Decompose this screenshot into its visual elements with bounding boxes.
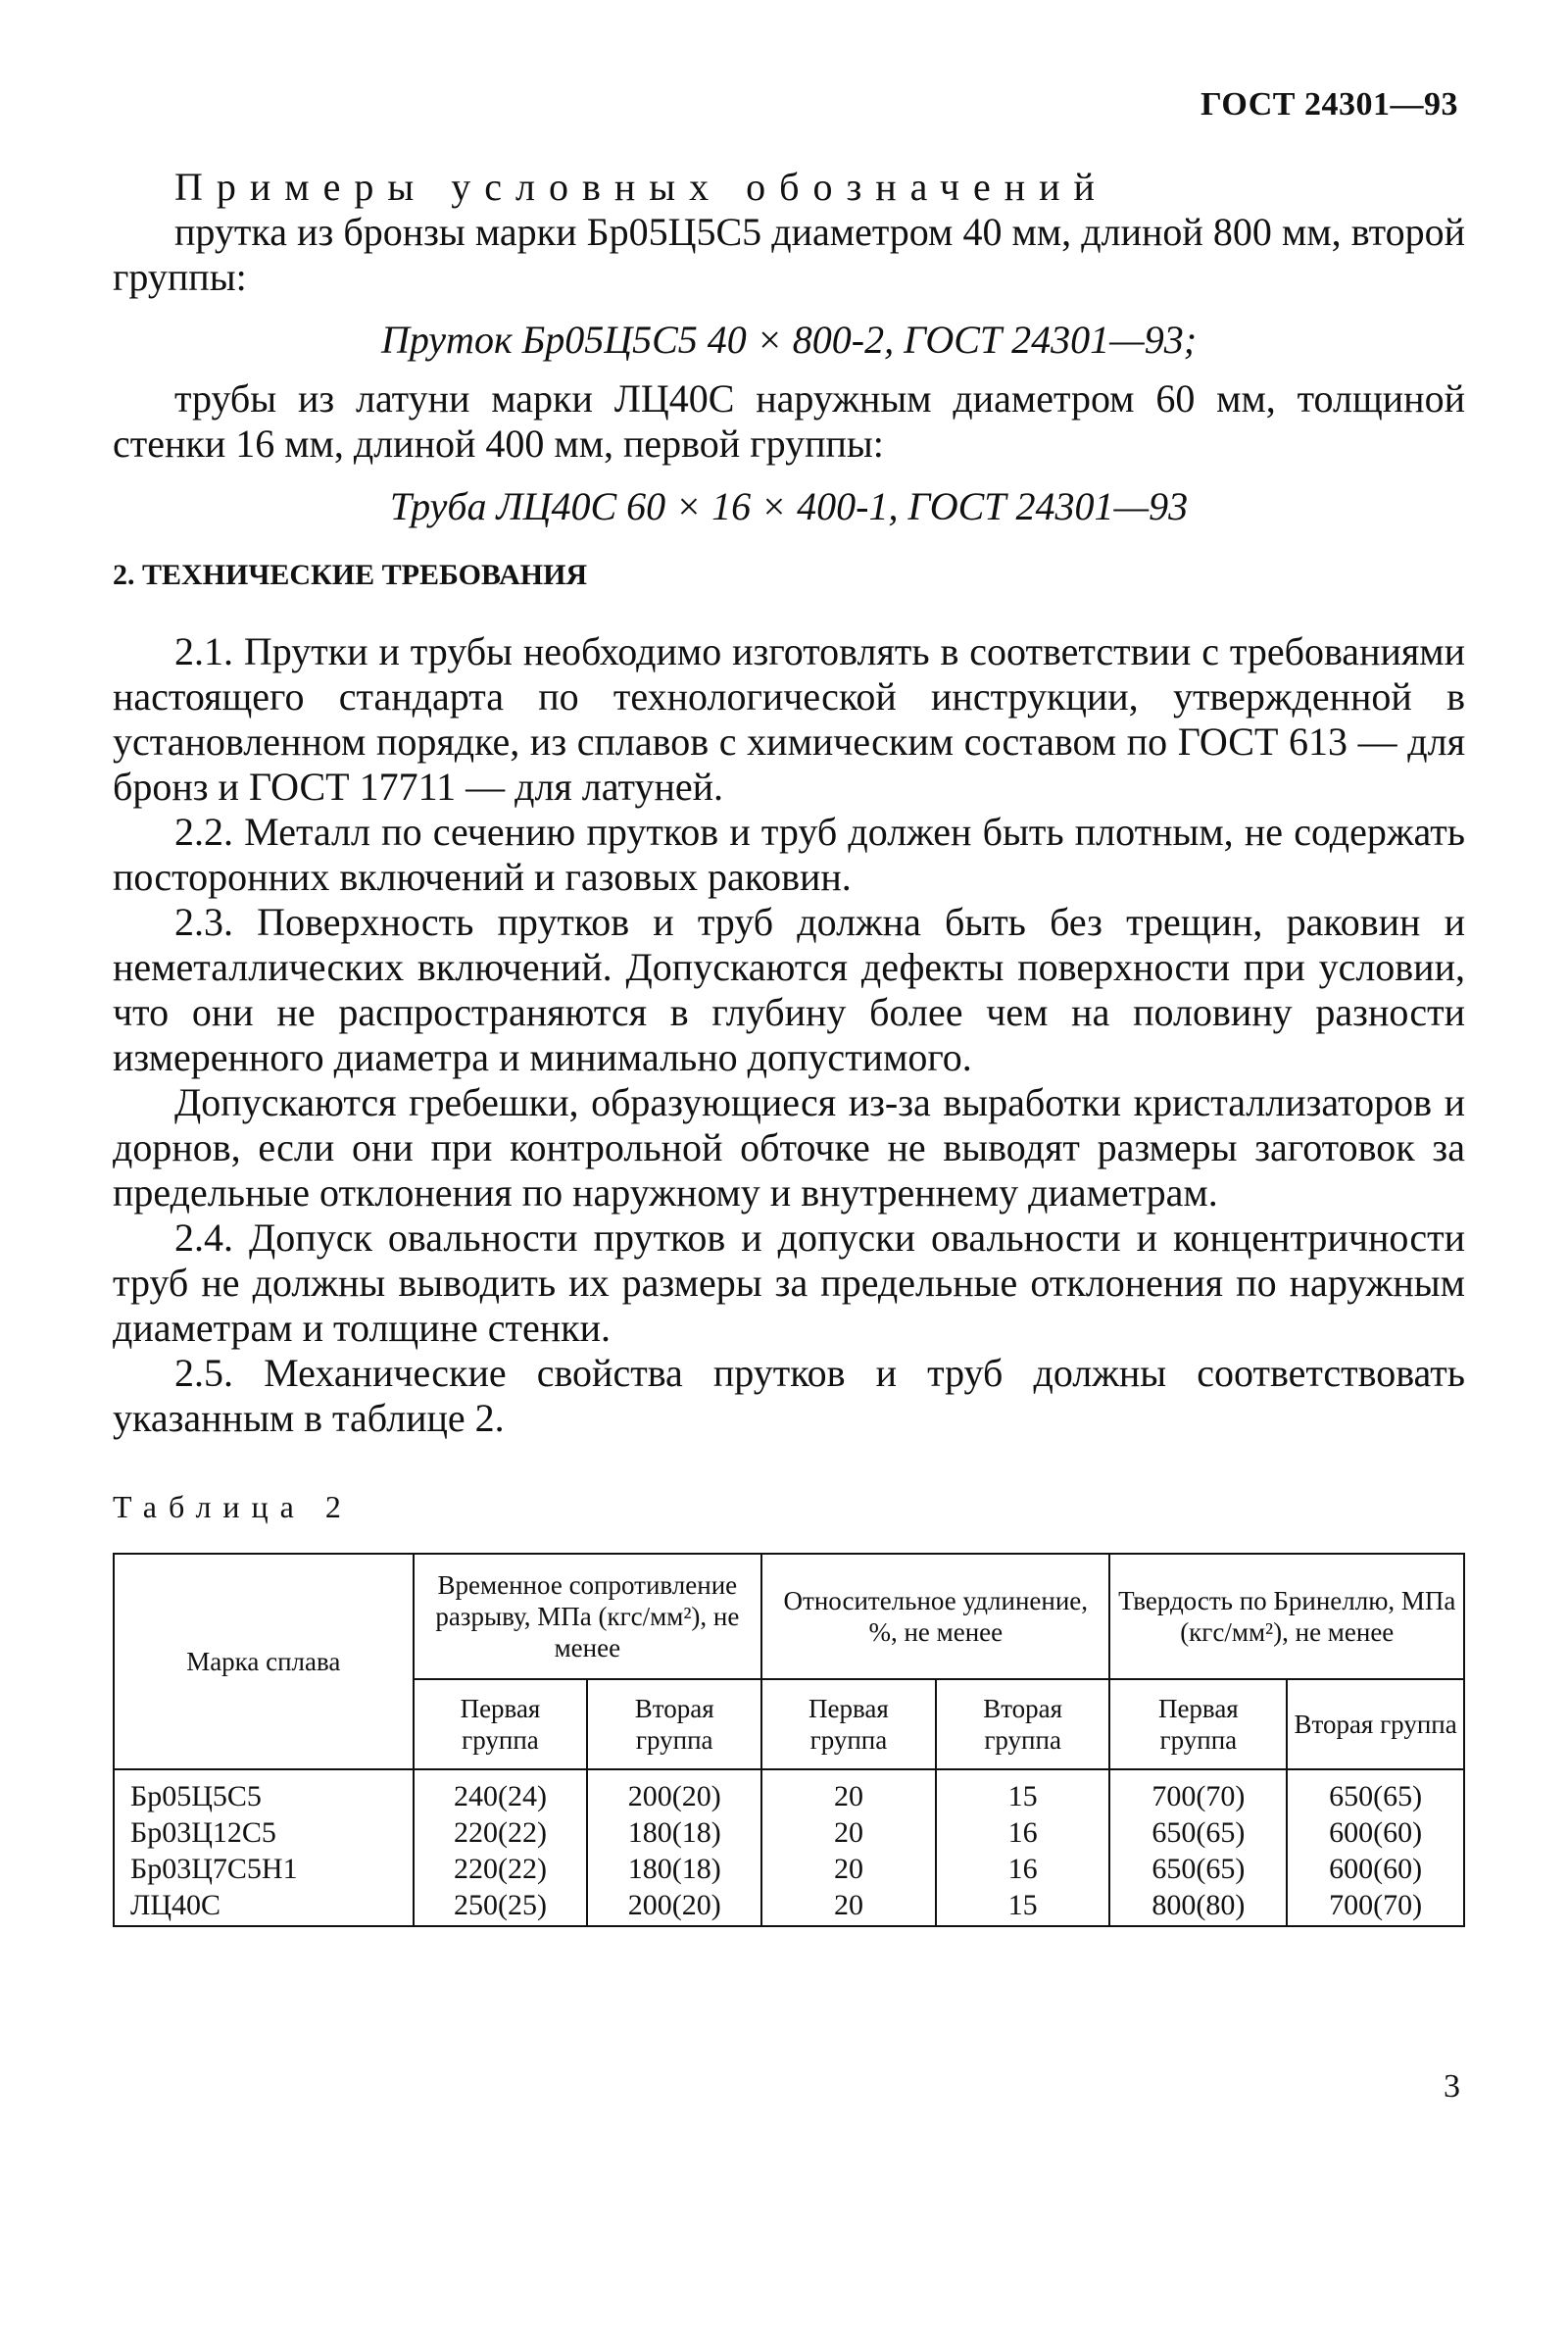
table-cell: 700(70) [1109,1769,1287,1814]
table-row [114,1769,1464,1814]
subheader-group-2: Вторая группа [587,1679,761,1769]
clause-2-1: 2.1. Прутки и трубы необходимо изготовлять в соответствии с требованиями настоящего стандарта по технологической инструкции, утвержденной в установленном порядке, из сплавов с химическим составом по ГОСТ 613 — для бронз и ГОСТ 17711 — для латуней. [113,629,1465,809]
tube-designation: Труба ЛЦ40С 60 × 16 × 400-1, ГОСТ 24301—93 [389,484,1189,528]
table-row [114,1851,1464,1887]
rod-designation: Пруток Бр05Ц5С5 40 × 800-2, ГОСТ 24301—93; [380,318,1198,362]
table-cell: 240(24) [414,1769,588,1814]
table-cell: 15 [936,1887,1110,1926]
table-cell: Бр03Ц7С5Н1 [114,1851,414,1887]
table-cell: 20 [761,1814,936,1851]
table-cell: 650(65) [1109,1814,1287,1851]
table-cell: Бр03Ц12С5 [114,1814,414,1851]
section-heading: 2. ТЕХНИЧЕСКИЕ ТРЕБОВАНИЯ [113,559,588,591]
table-caption: Таблица 2 [113,1489,353,1524]
table-cell: 650(65) [1109,1851,1287,1887]
col-alloy-header: Марка сплава [114,1554,414,1769]
subheader-group-2: Вторая группа [936,1679,1110,1769]
col-tensile-header: Временное сопротивление разрыву, МПа (кгс/мм²), не менее [414,1554,762,1679]
table-row [114,1887,1464,1926]
examples-title: Примеры условных обозначений [174,165,1108,209]
table-cell: 20 [761,1769,936,1814]
table-cell: 250(25) [414,1887,588,1926]
page-content [113,165,1465,1927]
standard-header: ГОСТ 24301—93 [1200,86,1458,123]
col-elongation-header: Относительное удлинение, %, не менее [761,1554,1109,1679]
subheader-group-2: Вторая группа [1287,1679,1464,1769]
table-cell: 20 [761,1851,936,1887]
table-cell: 700(70) [1287,1887,1464,1926]
table-cell: ЛЦ40С [114,1887,414,1926]
clause-2-4: 2.4. Допуск овальности прутков и допуски овальности и концентричности труб не должны выводить их размеры за предельные отклонения по наружным диаметрам и толщине стенки. [113,1216,1465,1350]
table-cell: 600(60) [1287,1814,1464,1851]
clause-2-5: 2.5. Механические свойства прутков и труб должны соответствовать указанным в таблице 2. [113,1351,1465,1440]
table-cell: 180(18) [587,1851,761,1887]
clause-2-3: 2.3. Поверхность прутков и труб должна быть без трещин, раковин и неметаллических включений. Допускаются дефекты поверхности при условии, что они не распространяются в глубину более чем на половину разности измеренного диаметра и минимально допустимого. [113,900,1465,1079]
mechanical-properties-table [113,1553,1465,1927]
page-number: 3 [1444,2068,1460,2105]
clause-2-3-continued: Допускаются гребешки, образующиеся из-за выработки кристаллизаторов и дорнов, если они при контрольной обточке не выводят размеры заготовок за предельные отклонения по наружному и внутреннему диаметрам. [113,1080,1465,1215]
table-cell: 200(20) [587,1769,761,1814]
table-cell: 220(22) [414,1814,588,1851]
table-cell: 180(18) [587,1814,761,1851]
table-cell: 200(20) [587,1887,761,1926]
table-cell: 16 [936,1851,1110,1887]
clause-2-2: 2.2. Металл по сечению прутков и труб должен быть плотным, не содержать посторонних включений и газовых раковин. [113,810,1465,899]
tube-example-text: трубы из латуни марки ЛЦ40С наружным диаметром 60 мм, толщиной стенки 16 мм, длиной 400 мм, первой группы: [113,376,1465,466]
table-cell: Бр05Ц5С5 [114,1769,414,1814]
table-cell: 15 [936,1769,1110,1814]
table-cell: 16 [936,1814,1110,1851]
rod-example-text: прутка из бронзы марки Бр05Ц5С5 диаметром 40 мм, длиной 800 мм, второй группы: [113,210,1465,299]
table-row [114,1814,1464,1851]
table-cell: 20 [761,1887,936,1926]
subheader-group-1: Первая группа [414,1679,588,1769]
col-hardness-header: Твердость по Бринеллю, МПа (кгс/мм²), не менее [1109,1554,1464,1679]
subheader-group-1: Первая группа [761,1679,936,1769]
table-cell: 220(22) [414,1851,588,1887]
table-cell: 800(80) [1109,1887,1287,1926]
table-cell: 650(65) [1287,1769,1464,1814]
subheader-group-1: Первая группа [1109,1679,1287,1769]
table-cell: 600(60) [1287,1851,1464,1887]
